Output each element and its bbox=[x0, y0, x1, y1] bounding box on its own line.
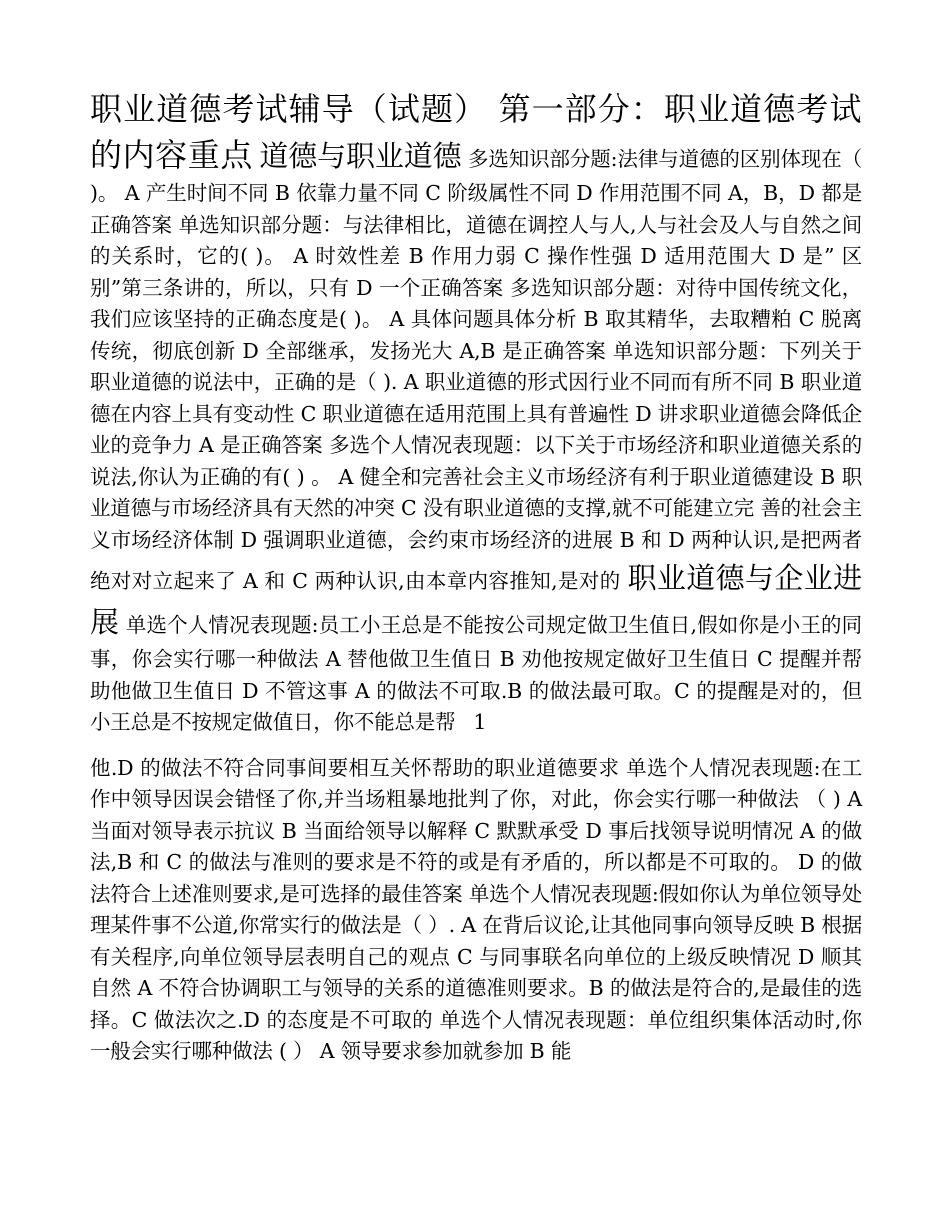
body-text-3: 他.D 的做法不符合同事间要相互关怀帮助的职业道德要求 单选个人情况表现题:在工作中领导因误会错怪了你,并当场粗暴地批判了你，对此，你会实行哪一种做法 （ ) A 当面对领导表示抗议 B 当面给领导以解释 C 默默承受 D 事后找领导说明情况 A 的做法,B 和 C 的做法与准则的要求是不符的或是有矛盾的，所以都是不可取的。 D 的做法符合上述准则要求,是可选择的最佳答案 单选个人情况表现题:假如你认为单位领导处理某件事不公道,你常实行的做法是（ ）. A 在背后议论,让其他同事向领导反映 B 根据有关程序,向单位领导层表明自己的观点 C 与同事联名向单位的上级反映情况 D 顺其自然 A 不符合协调职工与领导的关系的道德准则要求。B 的做法是符合的,是最佳的选择。C 做法次之.D 的态度是不可取的 单选个人情况表现题：单位组织集体活动时,你一般会实行哪种做法 ( ） A 领导要求参加就参加 B 能 bbox=[90, 755, 862, 1063]
body-text-1: 多选知识部分题:法律与道德的区别体现在（ )。 A 产生时间不同 B 依靠力量不同 C 阶级属性不同 D 作用范围不同 A，B，D 都是正确答案 单选知识部分题：与法律相比，道德在调控人与人,人与社会及人与自然之间的关系时，它的( )。 A 时效性差 B 作用力弱 C 操作性强 D 适用范围大 D 是” 区别”第三条讲的，所以，只有 D 一个正确答案 多选知识部分题：对待中国传统文化，我们应该坚持的正确态度是( )。 A 具体问题具体分析 B 取其精华，去取糟粕 C 脱离传统，彻底创新 D 全部继承，发扬光大 A,B 是正确答案 单选知识部分题：下列关于职业道德的说法中，正确的是（ ). A 职业道德的形式因行业不同而有所不同 B 职业道德在内容上具有变动性 C 职业道德在适用范围上具有普遍性 D 讲求职业道德会降低企业的竞争力 A 是正确答案 多选个人情况表现题：以下关于市场经济和职业道德关系的说法,你认为正确的有( ) 。 A 健全和完善社会主义市场经济有利于职业道德建设 B 职业道德与市场经济具有天然的冲突 C 没有职业道德的支撑,就不可能建立完 善的社会主义市场经济体制 D 强调职业道德，会约束市场经济的进展 B 和 D 两种认识,是把两者绝对对立起来了 A 和 C 两种认识,由本章内容推知,是对的 bbox=[90, 147, 862, 593]
document-title: 职业道德考试辅导（试题） 第一部分：职业道德考试的内容重点 bbox=[90, 90, 862, 174]
document-block-1 bbox=[90, 86, 862, 739]
section-heading-ethics: 道德与职业道德 bbox=[259, 139, 462, 173]
document-page bbox=[90, 86, 862, 1068]
body-text-2: 单选个人情况表现题:员工小王总是不能按公司规定做卫生值日,假如你是小王的同事，你会实行哪一种做法 A 替他做卫生值日 B 劝他按规定做好卫生值日 C 提醒并帮助他做卫生值日 D 不管这事 A 的做法不可取.B 的做法最可取。C 的提醒是对的，但小王总是不按规定做值日，你不能总是帮 bbox=[90, 613, 862, 734]
document-block-2 bbox=[90, 753, 862, 1068]
section-heading-enterprise: 职业道德与企业进展 bbox=[90, 561, 862, 639]
page-number: 1 bbox=[473, 710, 487, 734]
